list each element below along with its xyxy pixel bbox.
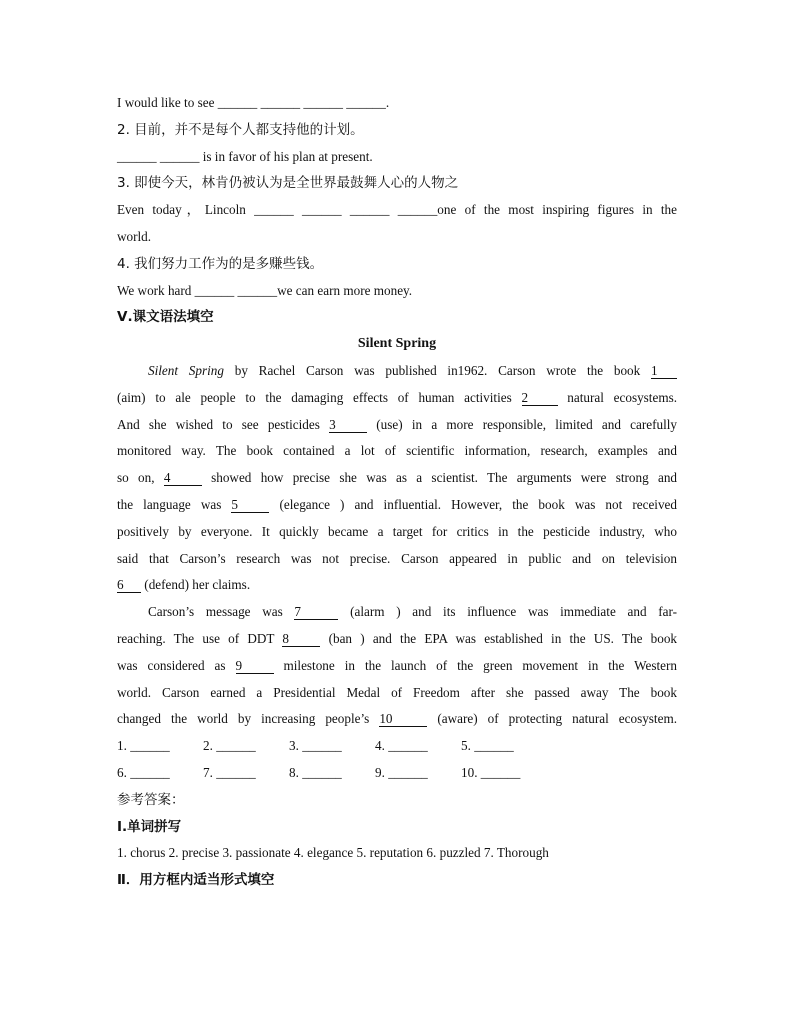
passage-text: Carson’s message was xyxy=(148,604,295,620)
passage-line: monitored way. The book contained a lot of scientific information, research, examples and xyxy=(117,443,677,459)
passage-text: (use) in a more responsible, limited and carefully xyxy=(367,416,677,432)
answer-blank[interactable]: 2. ______ xyxy=(203,738,256,754)
answers-label: 参考答案： xyxy=(117,791,185,808)
gap-10[interactable]: 10 xyxy=(379,712,427,727)
passage-text: showed how precise she was as a scientist. The arguments were strong and xyxy=(201,470,678,486)
passage-text: natural ecosystems. xyxy=(557,389,678,405)
passage-text: (alarm ) and its influence was immediate and far- xyxy=(338,604,677,620)
gap-3[interactable]: 3 xyxy=(329,418,367,433)
q2-chinese-line: 2. 目前，并不是每个人都支持他的计划。 xyxy=(117,121,364,138)
passage-line xyxy=(117,626,677,653)
answers-section-2-heading: Ⅱ．用方框内适当形式填空 xyxy=(117,872,275,889)
passage-text: (aim) to ale people to the damaging effects of human activities xyxy=(117,389,522,405)
passage-line xyxy=(117,385,677,412)
passage-line xyxy=(117,492,677,519)
passage-text: changed the world by increasing people’s xyxy=(117,711,380,727)
passage-text: (defend) her claims. xyxy=(141,577,251,593)
passage-line: said that Carson’s research was not precise. Carson appeared in public and on television xyxy=(117,550,677,566)
gap-6[interactable]: 6 xyxy=(117,578,141,593)
passage-text: milestone in the launch of the green movement in the Western xyxy=(273,657,677,673)
passage-text: And she wished to see pesticides xyxy=(117,416,330,432)
answer-blank[interactable]: 6. ______ xyxy=(117,764,170,780)
answer-blanks-row-2 xyxy=(117,760,677,787)
passage-line: positively by everyone. It quickly became a target for critics in the pesticide industry, who xyxy=(117,523,677,539)
passage-text: (elegance ) and influential. However, the book was not received xyxy=(269,496,677,512)
passage-line xyxy=(117,572,677,599)
passage-line xyxy=(117,465,677,492)
passage-text: the language was xyxy=(117,496,232,512)
passage-text: reaching. The use of DDT xyxy=(117,630,283,646)
passage-text: (aware) of protecting natural ecosystem. xyxy=(427,711,677,727)
q3-english-line: Even today，Lincoln ______ ______ ______ ______one of the most inspiring figures in the xyxy=(117,202,677,218)
answers-section-1-heading: Ⅰ.单词拼写 xyxy=(117,818,182,835)
passage-line xyxy=(117,358,677,385)
passage-text: so on, xyxy=(117,470,164,486)
passage-line xyxy=(117,599,677,626)
q2-english-line: ______ ______ is in favor of his plan at present. xyxy=(117,148,373,164)
answer-blank[interactable]: 8. ______ xyxy=(289,764,342,780)
answer-blank[interactable]: 10. ______ xyxy=(461,764,521,780)
q4-english-line: We work hard ______ ______we can earn more money. xyxy=(117,282,413,298)
q3-chinese-line: 3. 即使今天，林肯仍被认为是全世界最鼓舞人心的人物之 xyxy=(117,175,459,192)
passage-text: (ban ) and the EPA was established in the US. The book xyxy=(320,630,678,646)
answer-blank[interactable]: 7. ______ xyxy=(203,764,256,780)
passage-line xyxy=(117,653,677,680)
section-5-heading: Ⅴ.课文语法填空 xyxy=(117,309,214,326)
answer-blank[interactable]: 4. ______ xyxy=(375,738,428,754)
q4-chinese-line: 4. 我们努力工作为的是多赚些钱。 xyxy=(117,255,324,272)
gap-9[interactable]: 9 xyxy=(236,659,274,674)
answer-blank[interactable]: 1. ______ xyxy=(117,738,170,754)
passage-line: world. Carson earned a Presidential Medal of Freedom after she passed away The book xyxy=(117,684,677,700)
answer-blanks-row-1 xyxy=(117,733,677,760)
passage-text: by Rachel Carson was published in1962. Carson wrote the book xyxy=(223,362,651,378)
q1-english-line: I would like to see ______ ______ ______ ______. xyxy=(117,95,390,110)
passage-line xyxy=(117,706,677,733)
passage-text: was considered as xyxy=(117,657,236,673)
answers-section-1-text: 1. chorus 2. precise 3. passionate 4. elegance 5. reputation 6. puzzled 7. Thorough xyxy=(117,845,549,861)
document-page xyxy=(117,90,677,894)
answer-blank[interactable]: 5. ______ xyxy=(461,738,514,754)
gap-5[interactable]: 5 xyxy=(231,498,269,513)
gap-7[interactable]: 7 xyxy=(294,605,338,620)
answer-blank[interactable]: 9. ______ xyxy=(375,764,428,780)
passage-title: Silent Spring xyxy=(357,336,437,352)
gap-8[interactable]: 8 xyxy=(282,632,320,647)
gap-2[interactable]: 2 xyxy=(522,391,558,406)
gap-4[interactable]: 4 xyxy=(164,471,202,486)
q3-english-line-end: world. xyxy=(117,228,152,244)
book-title: Silent Spring xyxy=(148,362,224,378)
passage-line xyxy=(117,412,677,439)
gap-1[interactable]: 1 xyxy=(651,364,677,379)
answer-blank[interactable]: 3. ______ xyxy=(289,738,342,754)
